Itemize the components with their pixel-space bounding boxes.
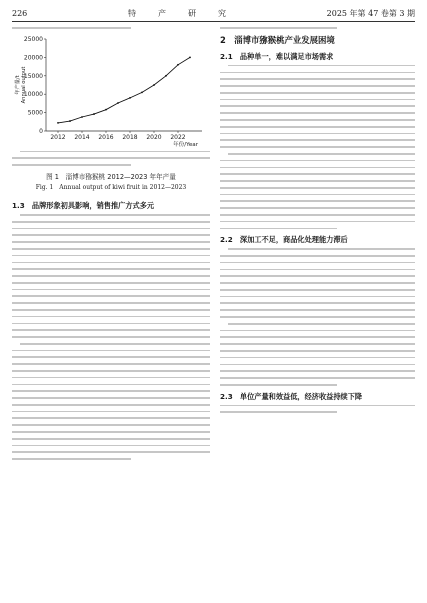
- x-tick-label: 2018: [122, 133, 138, 141]
- body-paragraph: [12, 214, 210, 460]
- data-source-note: [12, 151, 210, 166]
- section-heading-2-3: 2.3 单位产量和效益低，经济收益持续下降: [220, 391, 363, 401]
- data-point: [69, 120, 71, 122]
- body-paragraph: [220, 248, 415, 385]
- x-tick-label: 2022: [170, 133, 186, 141]
- section-heading-2-2: 2.2 深加工不足，商品化处理能力滞后: [220, 235, 348, 245]
- issue-info: 2025 年第 47 卷第 3 期: [326, 8, 415, 18]
- y-tick-label: 5000: [27, 109, 43, 117]
- section-heading-2-1: 2.1 品种单一，难以满足市场需求: [220, 51, 334, 61]
- series-line: [58, 57, 190, 123]
- figure-caption-en: Fig. 1 Annual output of kiwi fruit in 2012—2023: [35, 184, 187, 192]
- section-heading-1-3: 1.3 品牌形象初具影响，销售推广方式多元: [12, 201, 155, 211]
- data-point: [189, 56, 191, 58]
- y-tick-label: 10000: [23, 90, 43, 98]
- page-number: 226: [12, 8, 28, 18]
- section-heading-2: 2 淄博市猕猴桃产业发展困境: [220, 34, 335, 45]
- data-point: [81, 116, 83, 118]
- data-point: [117, 102, 119, 104]
- data-point: [93, 113, 95, 115]
- left-column: [12, 27, 210, 595]
- data-point: [129, 97, 131, 99]
- x-tick-label: 2020: [146, 133, 162, 141]
- journal-name: 特 产 研 究: [127, 8, 226, 18]
- data-point: [153, 84, 155, 86]
- right-column: [220, 27, 415, 595]
- x-tick-label: 2014: [74, 133, 90, 141]
- page-header: [12, 6, 415, 20]
- y-tick-label: 15000: [23, 72, 43, 80]
- x-tick-label: 2012: [50, 133, 66, 141]
- data-point: [57, 122, 59, 124]
- annual-output-chart: [12, 35, 210, 151]
- text-lines: [12, 27, 210, 29]
- y-tick-label: 0: [39, 127, 43, 135]
- y-tick-label: 20000: [23, 54, 43, 62]
- y-tick-label: 25000: [23, 35, 43, 43]
- data-point: [141, 91, 143, 93]
- data-point: [177, 64, 179, 66]
- body-paragraph: [220, 65, 415, 229]
- body-paragraph: [220, 405, 415, 413]
- x-tick-label: 2016: [98, 133, 114, 141]
- x-axis-label: 年份/Year: [173, 141, 198, 148]
- figure-caption-zh: 图 1 淄博市猕猴桃 2012—2023 年年产量: [46, 173, 176, 182]
- data-point: [165, 75, 167, 77]
- text-lines: [220, 27, 415, 29]
- data-point: [105, 108, 107, 110]
- header-rule: [12, 21, 415, 22]
- y-axis-label: 年产量/tAnnual output: [15, 66, 27, 104]
